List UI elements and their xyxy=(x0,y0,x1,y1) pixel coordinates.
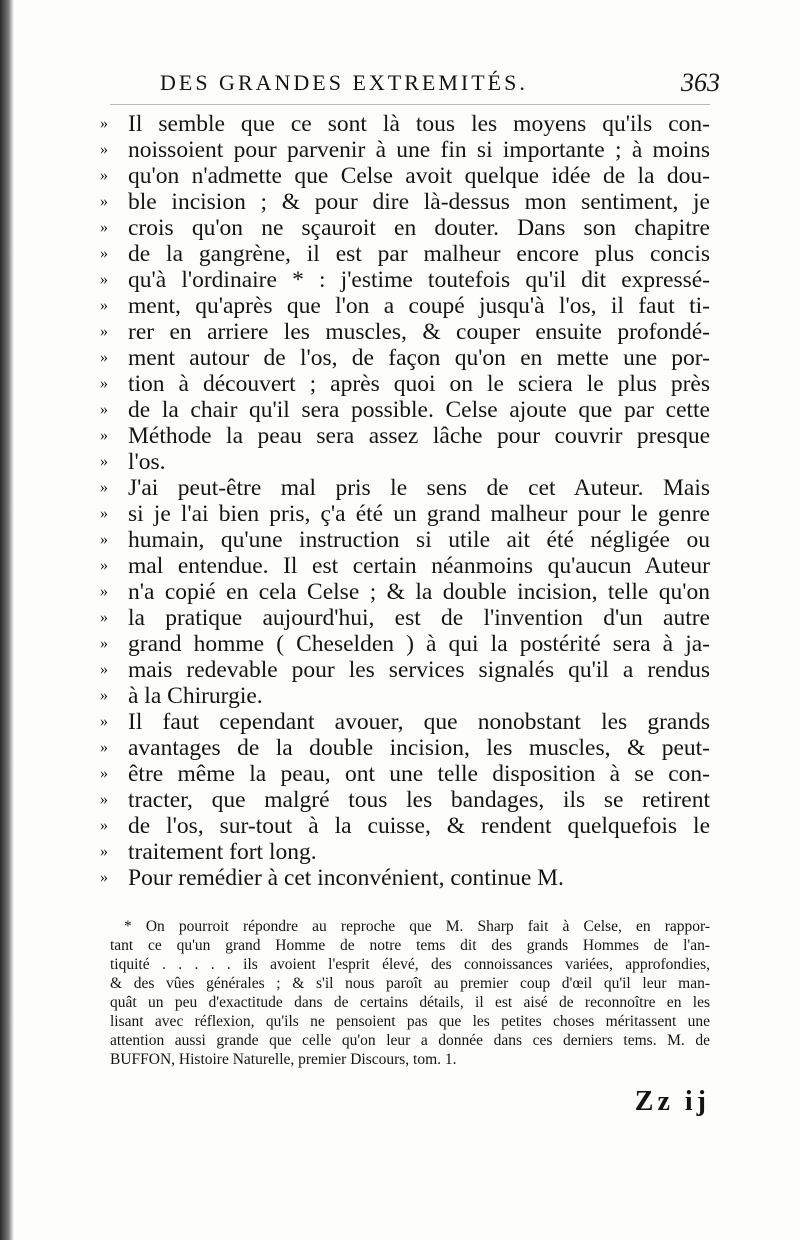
line-text: de la chair qu'il sera possible. Celse ajoute que par cette xyxy=(128,397,710,423)
quote-mark: » xyxy=(100,349,108,366)
quote-mark: » xyxy=(100,869,108,886)
text-line xyxy=(100,241,710,267)
paragraph xyxy=(100,111,710,475)
line-text: noissoient pour parvenir à une fin si importante ; à moins xyxy=(128,137,710,163)
text-line xyxy=(100,735,710,761)
text-line xyxy=(100,501,710,527)
book-page xyxy=(100,68,720,1069)
text-line xyxy=(100,111,710,137)
text-line xyxy=(100,761,710,787)
text-line xyxy=(100,189,710,215)
line-text: de la gangrène, il est par malheur encore plus concis xyxy=(128,241,710,267)
quote-mark: » xyxy=(100,687,108,704)
quote-mark: » xyxy=(100,739,108,756)
quote-mark: » xyxy=(100,609,108,626)
quote-mark: » xyxy=(100,427,108,444)
line-text: grand homme ( Cheselden ) à qui la postérité sera à ja- xyxy=(128,631,710,657)
footnote-line: tiquité . . . . . ils avoient l'esprit élevé, des connoissances variées, approfondies, xyxy=(110,956,710,973)
text-line xyxy=(100,267,710,293)
body-text xyxy=(100,111,710,891)
text-line xyxy=(100,475,710,501)
quote-mark: » xyxy=(100,323,108,340)
text-line xyxy=(100,683,710,709)
line-text: à la Chirurgie. xyxy=(128,683,263,709)
line-text: humain, qu'une instruction si utile ait été négligée ou xyxy=(128,527,710,553)
text-line xyxy=(100,657,710,683)
line-text: de l'os, sur-tout à la cuisse, & rendent quelquefois le xyxy=(128,813,710,839)
text-line xyxy=(100,787,710,813)
quote-mark: » xyxy=(100,791,108,808)
line-text: Méthode la peau sera assez lâche pour couvrir presque xyxy=(128,423,710,449)
quote-mark: » xyxy=(100,713,108,730)
quote-mark: » xyxy=(100,765,108,782)
line-text: traitement fort long. xyxy=(128,839,317,865)
line-text: qu'on n'admette que Celse avoit quelque idée de la dou- xyxy=(128,163,710,189)
footnote xyxy=(110,917,710,1069)
line-text: crois qu'on ne sçauroit en douter. Dans son chapitre xyxy=(128,215,710,241)
quote-mark: » xyxy=(100,297,108,314)
text-line xyxy=(100,215,710,241)
line-text: tracter, que malgré tous les bandages, ils se retirent xyxy=(128,787,710,813)
line-text: mais redevable pour les services signalés qu'il a rendus xyxy=(128,657,710,683)
quote-mark: » xyxy=(100,115,108,132)
quote-mark: » xyxy=(100,401,108,418)
line-text: l'os. xyxy=(128,449,166,475)
text-line xyxy=(100,163,710,189)
quote-mark: » xyxy=(100,453,108,470)
line-text: ment autour de l'os, de façon qu'on en mette une por- xyxy=(128,345,710,371)
quote-mark: » xyxy=(100,271,108,288)
text-line xyxy=(100,631,710,657)
text-line xyxy=(100,293,710,319)
book-spine-shadow xyxy=(0,0,14,1240)
text-line xyxy=(100,527,710,553)
quote-mark: » xyxy=(100,479,108,496)
text-line xyxy=(100,709,710,735)
quote-mark: » xyxy=(100,141,108,158)
quote-mark: » xyxy=(100,219,108,236)
footnote-line: & des vûes générales ; & s'il nous paroît au premier coup d'œil qu'il leur man- xyxy=(110,975,710,992)
footnote-line: lisant avec réflexion, qu'ils ne pensoient pas que les petites choses méritassent une xyxy=(110,1013,710,1030)
line-text: rer en arriere les muscles, & couper ensuite profondé- xyxy=(128,319,710,345)
text-line xyxy=(100,605,710,631)
quote-mark: » xyxy=(100,193,108,210)
signature-mark: Zz ij xyxy=(634,1086,710,1117)
line-text: la pratique aujourd'hui, est de l'invention d'un autre xyxy=(128,605,710,631)
text-line xyxy=(100,319,710,345)
text-line xyxy=(100,449,710,475)
line-text: J'ai peut-être mal pris le sens de cet Auteur. Mais xyxy=(128,475,710,501)
quote-mark: » xyxy=(100,505,108,522)
line-text: être même la peau, ont une telle disposition à se con- xyxy=(128,761,710,787)
quote-mark: » xyxy=(100,583,108,600)
running-head: DES GRANDES EXTREMITÉS. xyxy=(160,70,528,95)
footnote-line: tant ce qu'un grand Homme de notre tems dit des grands Hommes de l'an- xyxy=(110,937,710,954)
quote-mark: » xyxy=(100,531,108,548)
line-text: Il semble que ce sont là tous les moyens qu'ils con- xyxy=(128,111,710,137)
quote-mark: » xyxy=(100,843,108,860)
text-line xyxy=(100,397,710,423)
paragraph xyxy=(100,709,710,865)
line-text: mal entendue. Il est certain néanmoins qu'aucun Auteur xyxy=(128,553,710,579)
text-line xyxy=(100,553,710,579)
quote-mark: » xyxy=(100,167,108,184)
text-line xyxy=(100,865,710,891)
page-header xyxy=(110,68,720,105)
line-text: ble incision ; & pour dire là-dessus mon sentiment, je xyxy=(128,189,710,215)
text-line xyxy=(100,579,710,605)
paragraph xyxy=(100,475,710,709)
line-text: si je l'ai bien pris, ç'a été un grand malheur pour le genre xyxy=(128,501,710,527)
line-text: qu'à l'ordinaire * : j'estime toutefois qu'il dit expressé- xyxy=(128,267,710,293)
text-line xyxy=(100,423,710,449)
text-line xyxy=(100,813,710,839)
footnote-line: attention aussi grande que celle qu'on leur a donnée dans ces derniers tems. M. de xyxy=(110,1032,710,1049)
line-text: Il faut cependant avouer, que nonobstant les grands xyxy=(128,709,710,735)
line-text: tion à découvert ; après quoi on le sciera le plus près xyxy=(128,371,710,397)
quote-mark: » xyxy=(100,557,108,574)
footnote-line: BUFFON, Histoire Naturelle, premier Discours, tom. 1. xyxy=(110,1051,457,1068)
quote-mark: » xyxy=(100,375,108,392)
quote-mark: » xyxy=(100,635,108,652)
quote-mark: » xyxy=(100,245,108,262)
line-text: avantages de la double incision, les muscles, & peut- xyxy=(128,735,710,761)
text-line xyxy=(100,137,710,163)
text-line xyxy=(100,371,710,397)
line-text: Pour remédier à cet inconvénient, continue M. xyxy=(128,865,564,891)
quote-mark: » xyxy=(100,817,108,834)
line-text: n'a copié en cela Celse ; & la double incision, telle qu'on xyxy=(128,579,710,605)
footnote-line: * On pourroit répondre au reproche que M. Sharp fait à Celse, en rappor- xyxy=(124,918,710,935)
text-line xyxy=(100,345,710,371)
footnote-line: quât un peu d'exactitude dans de certains détails, il est aisé de reconnoître en les xyxy=(110,994,710,1011)
quote-mark: » xyxy=(100,661,108,678)
line-text: ment, qu'après que l'on a coupé jusqu'à l'os, il faut ti- xyxy=(128,293,710,319)
page-number: 363 xyxy=(681,68,720,97)
paragraph xyxy=(100,865,710,891)
text-line xyxy=(100,839,710,865)
